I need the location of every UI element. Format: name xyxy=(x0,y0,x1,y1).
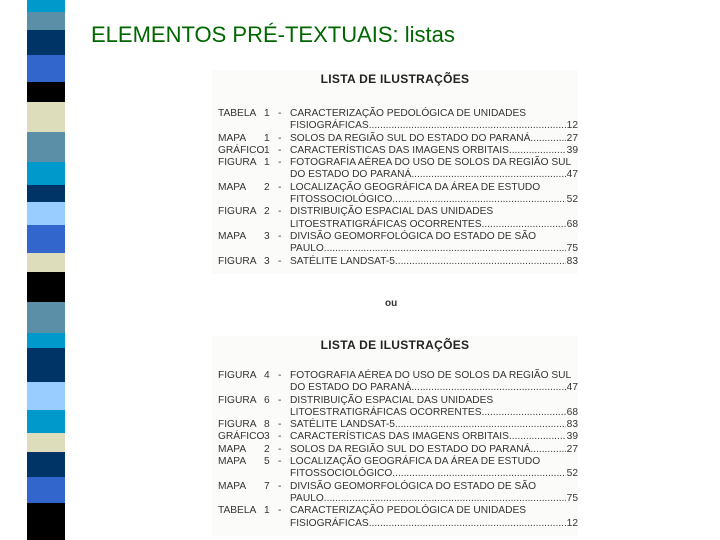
list-of-illustrations-example-1 xyxy=(212,70,578,274)
entry-dash xyxy=(278,120,290,132)
list-entry xyxy=(212,206,578,231)
entry-type: FIGURA xyxy=(218,419,257,431)
entry-dash: - xyxy=(278,394,282,406)
entry-text: DIVISÃO GEOMORFOLÓGICA DO ESTADO DE SÃO xyxy=(290,230,537,242)
entry-line xyxy=(212,256,578,268)
dot-leader xyxy=(482,219,566,231)
entry-text: CARACTERÍSTICAS DAS IMAGENS ORBITAIS xyxy=(290,144,509,156)
page-number: 83 xyxy=(566,419,578,431)
entry-text: FISIOGRÁFICAS xyxy=(290,517,369,529)
page-number: 83 xyxy=(566,255,578,267)
list-entry xyxy=(212,419,578,431)
entry-dash: - xyxy=(278,480,282,492)
entry-type: FIGURA xyxy=(218,157,257,169)
entry-text: SOLOS DA REGIÃO SUL DO ESTADO DO PARANÁ xyxy=(290,443,531,455)
list-entry xyxy=(212,108,578,133)
stripe xyxy=(27,132,65,162)
page-number: 47 xyxy=(566,169,578,181)
entry-line xyxy=(212,194,578,206)
entry-dash: - xyxy=(278,255,282,267)
page-number: 68 xyxy=(566,218,578,230)
entry-type xyxy=(212,518,264,530)
entry-text: LITOESTRATIGRÁFICAS OCORRENTES xyxy=(290,218,482,230)
stripe xyxy=(27,452,65,477)
entry-type: MAPA xyxy=(218,181,247,193)
entry-text: CARACTERIZAÇÃO PEDOLÓGICA DE UNIDADES xyxy=(290,108,527,119)
entry-number xyxy=(264,219,278,231)
entry-type xyxy=(212,243,264,255)
stripe xyxy=(27,185,65,202)
dot-leader xyxy=(395,256,566,268)
entry-dash xyxy=(278,169,290,181)
entry-text: FISIOGRÁFICAS xyxy=(290,120,369,132)
entry-dash xyxy=(278,468,290,480)
entry-number: 3 xyxy=(264,431,270,443)
list-entry xyxy=(212,431,578,443)
entry-text: FOTOGRAFIA AÉREA DO USO DE SOLOS DA REGIÃO SUL xyxy=(290,370,572,381)
entry-dash: - xyxy=(278,181,282,193)
entry-line xyxy=(212,231,578,243)
entry-line xyxy=(212,157,578,169)
stripe xyxy=(27,82,65,102)
entry-number xyxy=(264,493,278,505)
entry-number xyxy=(264,468,278,480)
entry-dash xyxy=(278,493,290,505)
entry-type: FIGURA xyxy=(218,255,257,267)
list-entry xyxy=(212,456,578,481)
stripe xyxy=(27,433,65,452)
entry-dash: - xyxy=(278,108,282,119)
dot-leader xyxy=(392,194,565,206)
entry-text: LOCALIZAÇÃO GEOGRÁFICA DA ÁREA DE ESTUDO xyxy=(290,456,541,468)
entry-type xyxy=(212,120,264,132)
entry-type xyxy=(212,169,264,181)
entry-dash: - xyxy=(278,431,282,443)
entry-number xyxy=(264,194,278,206)
entry-line xyxy=(212,206,578,218)
entry-text: LITOESTRATIGRÁFICAS OCORRENTES xyxy=(290,406,482,418)
entry-dash: - xyxy=(278,370,282,381)
stripe xyxy=(27,162,65,185)
entry-line xyxy=(212,182,578,194)
entry-line xyxy=(212,145,578,157)
entry-text: DIVISÃO GEOMORFOLÓGICA DO ESTADO DE SÃO xyxy=(290,480,537,492)
entry-type: FIGURA xyxy=(218,370,257,381)
dot-leader xyxy=(530,133,565,145)
list-entry xyxy=(212,231,578,256)
dot-leader xyxy=(395,419,566,431)
entry-line xyxy=(212,518,578,530)
entry-type xyxy=(212,382,264,394)
stripe xyxy=(27,477,65,503)
entry-number: 7 xyxy=(264,480,270,492)
page-number: 27 xyxy=(566,132,578,144)
stripe xyxy=(27,30,65,55)
page-number: 12 xyxy=(566,120,578,132)
entry-number: 2 xyxy=(264,443,270,455)
entry-type xyxy=(212,407,264,419)
stripe xyxy=(27,55,65,82)
stripe xyxy=(27,102,65,132)
entry-line xyxy=(212,468,578,480)
separator-text: ou xyxy=(385,298,398,309)
entry-line xyxy=(212,407,578,419)
page-number: 75 xyxy=(566,492,578,504)
entry-type xyxy=(212,468,264,480)
list-entry xyxy=(212,182,578,207)
entry-text: LOCALIZAÇÃO GEOGRÁFICA DA ÁREA DE ESTUDO xyxy=(290,181,541,193)
page-number: 39 xyxy=(566,431,578,443)
entry-line xyxy=(212,108,578,120)
entry-number xyxy=(264,407,278,419)
entry-line xyxy=(212,243,578,255)
entry-text: PAULO xyxy=(290,243,324,255)
entry-number: 2 xyxy=(264,181,270,193)
entry-line xyxy=(212,493,578,505)
entry-dash xyxy=(278,194,290,206)
entry-type: MAPA xyxy=(218,456,247,468)
entry-dash: - xyxy=(278,456,282,468)
dot-leader xyxy=(324,493,566,505)
entry-text: FITOSSOCIOLÓGICO xyxy=(290,194,393,206)
entry-text: FOTOGRAFIA AÉREA DO USO DE SOLOS DA REGIÃO SUL xyxy=(290,157,572,169)
entry-text: PAULO xyxy=(290,492,324,504)
entry-dash: - xyxy=(278,443,282,455)
entry-type: GRÁFICO xyxy=(218,144,265,156)
entry-line xyxy=(212,133,578,145)
entry-number: 3 xyxy=(264,255,270,267)
entry-number xyxy=(264,243,278,255)
entry-dash: - xyxy=(278,206,282,218)
entry-dash xyxy=(278,382,290,394)
entry-number: 4 xyxy=(264,370,270,381)
list-entry xyxy=(212,505,578,530)
entry-line xyxy=(212,370,578,382)
stripe xyxy=(27,272,65,302)
entry-line xyxy=(212,169,578,181)
entry-dash xyxy=(278,219,290,231)
entry-dash: - xyxy=(278,157,282,169)
entry-number: 6 xyxy=(264,394,270,406)
entry-number: 8 xyxy=(264,419,270,431)
dot-leader xyxy=(392,468,565,480)
entry-type xyxy=(212,194,264,206)
entry-type xyxy=(212,493,264,505)
dot-leader xyxy=(369,518,566,530)
stripe xyxy=(27,225,65,253)
stripe xyxy=(27,410,65,433)
list-entry xyxy=(212,256,578,268)
entry-text: DO ESTADO DO PARANÁ xyxy=(290,382,412,394)
entry-type: FIGURA xyxy=(218,394,257,406)
entry-text: CARACTERÍSTICAS DAS IMAGENS ORBITAIS xyxy=(290,431,509,443)
entry-dash: - xyxy=(278,144,282,156)
list-entry xyxy=(212,444,578,456)
page-number: 47 xyxy=(566,382,578,394)
slide-title: ELEMENTOS PRÉ-TEXTUAIS: listas xyxy=(91,22,455,47)
entry-type: MAPA xyxy=(218,230,247,242)
entry-line xyxy=(212,481,578,493)
page-number: 52 xyxy=(566,468,578,480)
entry-text: SATÉLITE LANDSAT-5 xyxy=(290,255,395,267)
entry-text: DISTRIBUIÇÃO ESPACIAL DAS UNIDADES xyxy=(290,206,494,218)
entry-text: DISTRIBUIÇÃO ESPACIAL DAS UNIDADES xyxy=(290,394,494,406)
stripe xyxy=(27,348,65,382)
entry-line xyxy=(212,431,578,443)
entry-line xyxy=(212,505,578,517)
list-entry xyxy=(212,133,578,145)
dot-leader xyxy=(411,169,565,181)
entry-number xyxy=(264,518,278,530)
entry-dash xyxy=(278,243,290,255)
entry-line xyxy=(212,219,578,231)
dot-leader xyxy=(530,444,565,456)
stripe xyxy=(27,503,65,540)
stripe xyxy=(27,12,65,30)
page-number: 52 xyxy=(566,194,578,206)
entry-type: MAPA xyxy=(218,132,247,144)
dot-leader xyxy=(509,145,566,157)
list-entry xyxy=(212,481,578,506)
dot-leader xyxy=(369,120,566,132)
list-entry xyxy=(212,157,578,182)
entry-line xyxy=(212,382,578,394)
entry-type: TABELA xyxy=(218,505,257,517)
entry-text: SOLOS DA REGIÃO SUL DO ESTADO DO PARANÁ xyxy=(290,132,531,144)
entry-text: FITOSSOCIOLÓGICO xyxy=(290,468,393,480)
entry-number: 2 xyxy=(264,206,270,218)
entry-type: GRÁFICO xyxy=(218,431,265,443)
entry-type xyxy=(212,219,264,231)
list-of-illustrations-example-2 xyxy=(212,336,578,536)
list-title: LISTA DE ILUSTRAÇÕES xyxy=(320,338,470,352)
page-number: 27 xyxy=(566,443,578,455)
list-entry xyxy=(212,395,578,420)
page-number: 75 xyxy=(566,243,578,255)
stripe xyxy=(27,0,65,12)
entry-number: 1 xyxy=(264,108,270,119)
entry-text: DO ESTADO DO PARANÁ xyxy=(290,169,412,181)
entry-type: TABELA xyxy=(218,108,257,119)
entry-number: 3 xyxy=(264,230,270,242)
entry-type: MAPA xyxy=(218,480,247,492)
entry-number: 1 xyxy=(264,505,270,517)
decorative-stripe-bar xyxy=(27,0,65,540)
entry-line xyxy=(212,444,578,456)
entry-number: 5 xyxy=(264,456,270,468)
entry-dash: - xyxy=(278,132,282,144)
entry-number: 1 xyxy=(264,157,270,169)
entry-number xyxy=(264,382,278,394)
entry-type: MAPA xyxy=(218,443,247,455)
dot-leader xyxy=(482,407,566,419)
page-number: 12 xyxy=(566,517,578,529)
list-title: LISTA DE ILUSTRAÇÕES xyxy=(320,72,470,86)
stripe xyxy=(27,302,65,333)
stripe xyxy=(27,253,65,272)
stripe xyxy=(27,202,65,225)
dot-leader xyxy=(411,382,565,394)
entry-line xyxy=(212,456,578,468)
entry-dash xyxy=(278,518,290,530)
entry-number: 1 xyxy=(264,144,270,156)
entry-number: 1 xyxy=(264,132,270,144)
dot-leader xyxy=(509,431,566,443)
entry-number xyxy=(264,120,278,132)
dot-leader xyxy=(324,243,566,255)
list-entry xyxy=(212,370,578,395)
entry-number xyxy=(264,169,278,181)
entry-dash: - xyxy=(278,505,282,517)
page-number: 68 xyxy=(566,406,578,418)
page-number: 39 xyxy=(566,144,578,156)
entry-dash xyxy=(278,407,290,419)
entry-line xyxy=(212,120,578,132)
entry-dash: - xyxy=(278,230,282,242)
entry-text: CARACTERIZAÇÃO PEDOLÓGICA DE UNIDADES xyxy=(290,505,527,517)
stripe xyxy=(27,382,65,410)
entry-text: SATÉLITE LANDSAT-5 xyxy=(290,419,395,431)
entry-line xyxy=(212,395,578,407)
entry-type: FIGURA xyxy=(218,206,257,218)
entry-dash: - xyxy=(278,419,282,431)
list-entry xyxy=(212,145,578,157)
entry-line xyxy=(212,419,578,431)
stripe xyxy=(27,333,65,348)
